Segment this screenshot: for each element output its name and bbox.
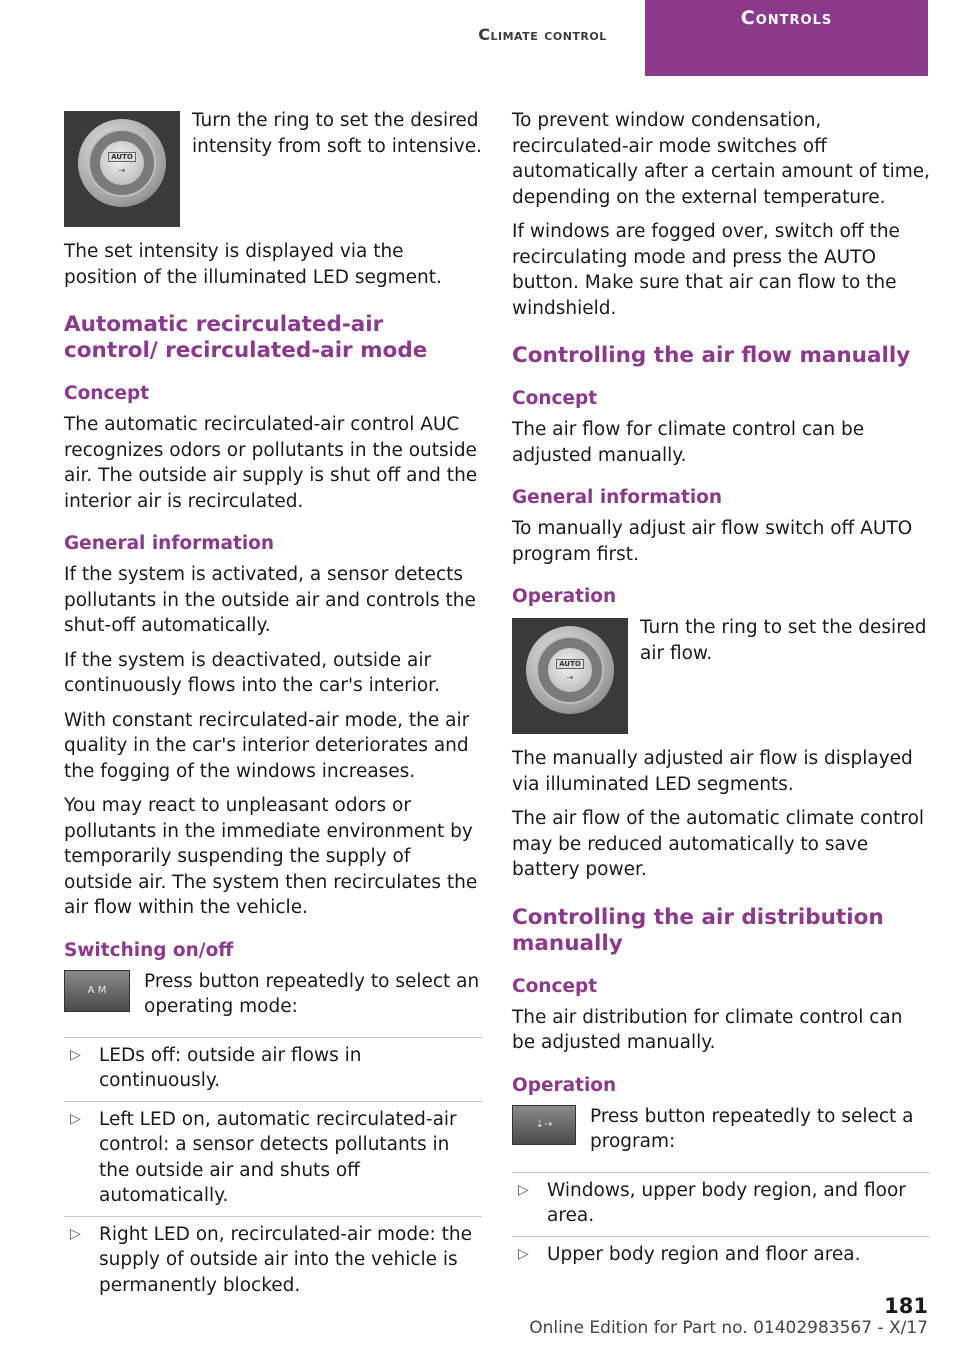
mode-list <box>64 1037 482 1306</box>
air-distribution-icon: ⇣⇢ <box>535 1119 553 1130</box>
airflow-display-text-2: The air flow of the automatic climate control may be reduced automatically to save battery power. <box>512 808 925 880</box>
control-ring-image <box>64 111 180 227</box>
list-item: ▷ LEDs off: outside air flows in continuously. <box>64 1037 482 1101</box>
section-tab <box>440 0 645 52</box>
bullet-triangle-icon: ▷ <box>518 1245 529 1262</box>
general-info-heading: General information <box>64 533 275 554</box>
bullet-triangle-icon: ▷ <box>70 1225 81 1242</box>
distribution-operation-heading: Operation <box>512 1074 617 1096</box>
concept-heading: Concept <box>64 383 150 404</box>
airflow-display-text-1: The manually adjusted air flow is displayed via illuminated LED segments. <box>512 748 913 795</box>
list-item: ▷ Left LED on, automatic recirculated-air control: a sensor detects pollutants in the outside air and shuts off automatically. <box>64 1101 482 1216</box>
auto-label: AUTO <box>556 659 584 669</box>
list-item: ▷ Windows, upper body region, and floor area. <box>512 1172 930 1236</box>
switching-caption: Press button repeatedly to select an operating mode: <box>144 970 480 1017</box>
bullet-triangle-icon: ▷ <box>70 1046 81 1063</box>
chapter-tab <box>645 0 928 76</box>
page-number: 181 <box>884 1294 928 1318</box>
section-title: Climate control <box>478 25 607 44</box>
airflow-operation-heading: Operation <box>512 586 617 607</box>
air-distribution-icon: ⇢ <box>118 165 126 175</box>
bullet-triangle-icon: ▷ <box>70 1110 81 1127</box>
recirculation-button-label: A M <box>87 985 107 996</box>
auto-label: AUTO <box>108 152 136 162</box>
general-text-4: You may react to unpleasant odors or pollutants in the immediate environment by temporarily suspending the supply of outside air. The system then recirculates the air flow within the vehicle. <box>64 795 478 918</box>
page-footer <box>529 1294 928 1338</box>
airflow-general-text: To manually adjust air flow switch off AUTO program first. <box>512 518 913 565</box>
distribution-operation-caption: Press button repeatedly to select a program: <box>590 1105 914 1152</box>
program-list <box>512 1172 930 1275</box>
distribution-heading: Controlling the air distribution manually <box>512 904 884 956</box>
auc-heading: Automatic recirculated-air control/ recirculated-air mode <box>64 312 428 363</box>
list-item: ▷ Upper body region and floor area. <box>512 1236 930 1275</box>
distribution-button-figure <box>512 1104 930 1164</box>
condensation-text-2: If windows are fogged over, switch off the recirculating mode and press the AUTO button. Make sure that air can flow to the windshield. <box>512 221 900 319</box>
intensity-caption: Turn the ring to set the desired intensity from soft to intensive. <box>192 110 482 157</box>
recirculation-button-image <box>64 970 130 1012</box>
general-text-3: With constant recirculated-air mode, the air quality in the car's interior deteriorates and the fogging of the windows increases. <box>64 709 470 782</box>
control-ring-image <box>512 618 628 734</box>
distribution-concept-text: The air distribution for climate control can be adjusted manually. <box>512 1006 903 1053</box>
bullet-triangle-icon: ▷ <box>518 1181 529 1198</box>
general-text-1: If the system is activated, a sensor detects pollutants in the outside air and controls the shut-off automatically. <box>64 564 476 636</box>
condensation-text-1: To prevent window condensation, recirculated-air mode switches off automatically after a certain amount of time, depending on the external temperature. <box>512 110 931 208</box>
distribution-concept-heading: Concept <box>512 975 598 997</box>
airflow-concept-heading: Concept <box>512 388 598 409</box>
intensity-figure <box>64 108 482 227</box>
air-distribution-icon: ⇢ <box>566 672 574 682</box>
airflow-concept-text: The air flow for climate control can be adjusted manually. <box>512 419 865 466</box>
intensity-display-text: The set intensity is displayed via the position of the illuminated LED segment. <box>64 241 442 288</box>
switching-heading: Switching on/off <box>64 939 234 961</box>
airflow-operation-caption: Turn the ring to set the desired air flow. <box>640 617 927 664</box>
airflow-general-heading: General information <box>512 487 723 508</box>
airflow-figure <box>512 615 930 734</box>
edition-text: Online Edition for Part no. 01402983567 - X/17 <box>529 1318 928 1338</box>
right-column <box>512 108 930 1280</box>
left-column <box>64 108 482 1311</box>
airflow-heading: Controlling the air flow manually <box>512 343 911 368</box>
recirculation-button-figure <box>64 969 482 1029</box>
list-item: ▷ Right LED on, recirculated-air mode: the supply of outside air into the vehicle is permanently blocked. <box>64 1216 482 1306</box>
concept-text: The automatic recirculated-air control AUC recognizes odors or pollutants in the outside air. The outside air supply is shut off and the interior air is recirculated. <box>64 414 478 512</box>
general-text-2: If the system is deactivated, outside air continuously flows into the car's interior. <box>64 649 440 696</box>
distribution-button-image <box>512 1105 576 1145</box>
chapter-title: Controls <box>740 7 833 29</box>
